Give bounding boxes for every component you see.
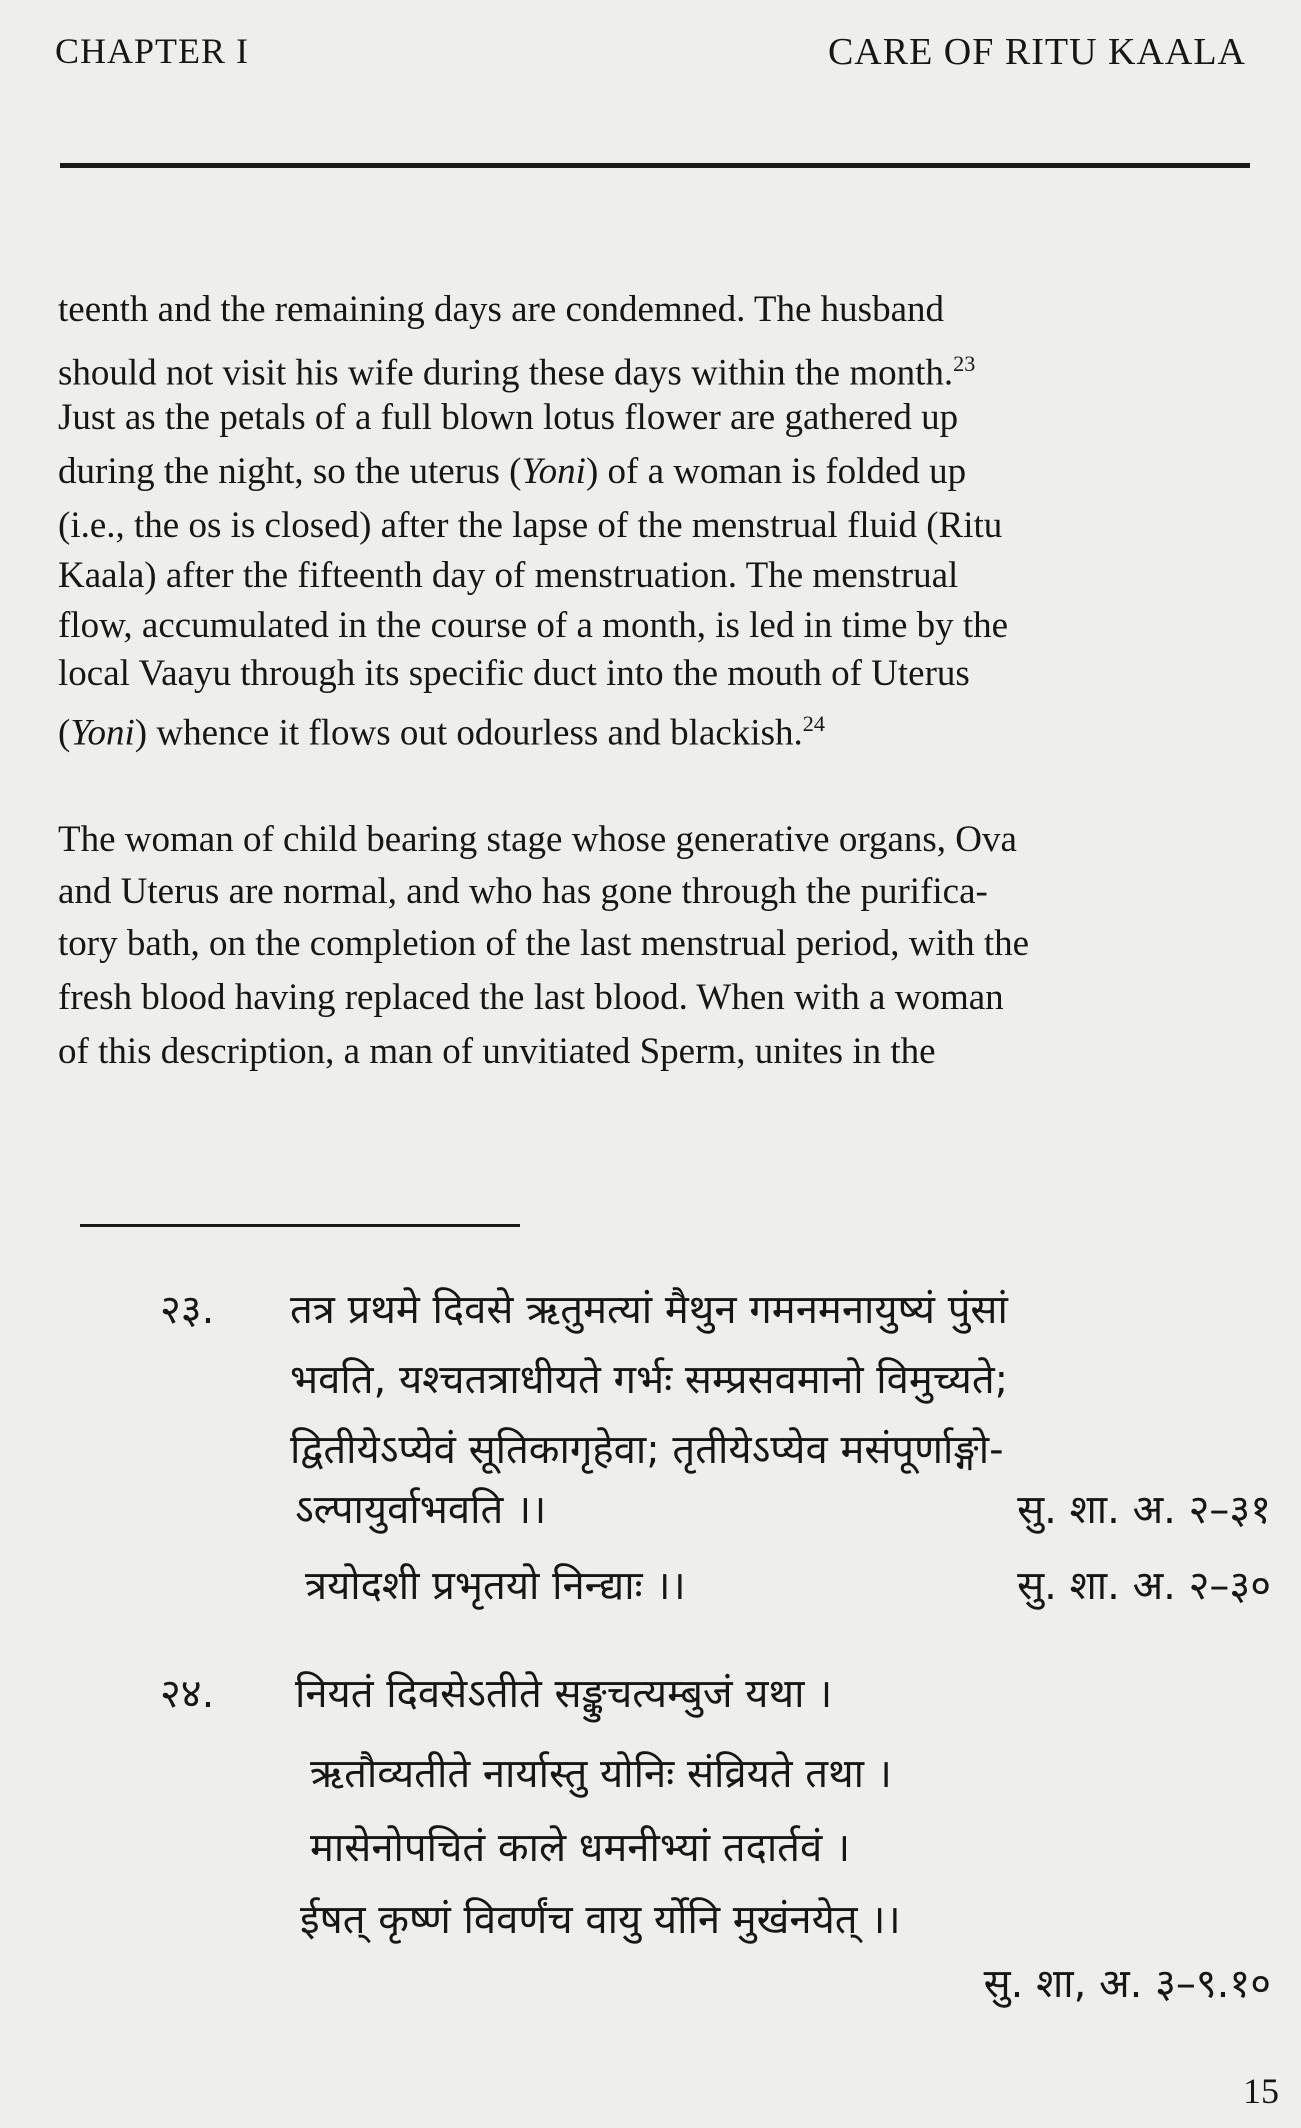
body-line-text: should not visit his wife during these days within the month.	[58, 352, 954, 394]
body-line: tory bath, on the completion of the last menstrual period, with the	[58, 923, 1030, 964]
page-number: 15	[1243, 2071, 1279, 2111]
sanskrit-line: नियतं दिवसेऽतीते सङ्कुचत्यम्बुजं यथा ।	[295, 1671, 833, 1717]
footnote-rule	[80, 1224, 520, 1227]
body-line	[58, 342, 975, 395]
footnote-ref-23: 23	[953, 351, 976, 376]
body-line: fresh blood having replaced the last blood. When with a woman	[58, 977, 1004, 1018]
sanskrit-line: ऽल्पायुर्वाभवति ।।	[295, 1487, 547, 1533]
sanskrit-line: त्रयोदशी प्रभृतयो निन्द्याः ।।	[305, 1563, 686, 1609]
citation: सु. शा. अ. २–३१	[1017, 1487, 1271, 1533]
sanskrit-line: ऋतौव्यतीते नार्यास्तु योनिः संव्रियते तथा ।	[310, 1751, 892, 1797]
citation: सु. शा, अ. ३–९.१०	[983, 1961, 1271, 2007]
sanskrit-line: तत्र प्रथमे दिवसे ऋतुमत्यां मैथुन गमनमनायुष्यं पुंसां	[290, 1287, 1008, 1333]
body-line: local Vaayu through its specific duct into the mouth of Uterus	[58, 653, 970, 694]
body-line: teenth and the remaining days are condemned. The husband	[58, 289, 944, 330]
body-line: of this description, a man of unvitiated Sperm, unites in the	[58, 1031, 936, 1072]
body-line: (i.e., the os is closed) after the lapse of the menstrual fluid (Ritu	[58, 505, 1003, 546]
footnote-number: २४.	[160, 1671, 215, 1717]
running-title: CARE OF RITU KAALA	[827, 31, 1246, 73]
body-line: flow, accumulated in the course of a month, is led in time by the	[58, 605, 1009, 646]
sanskrit-line: मासेनोपचितं काले धमनीभ्यां तदार्तवं ।	[310, 1825, 851, 1871]
body-line: and Uterus are normal, and who has gone through the purifica-	[58, 871, 988, 912]
sanskrit-line: ईषत् कृष्णं विवर्णंच वायु र्योनि मुखंनयेत् ।।	[300, 1897, 901, 1943]
sanskrit-line: भवति, यश्चतत्राधीयते गर्भः सम्प्रसवमानो विमुच्यते;	[290, 1357, 1009, 1403]
body-line: during the night, so the uterus (Yoni) of a woman is folded up	[58, 451, 967, 492]
body-line	[58, 702, 825, 755]
citation: सु. शा. अ. २–३०	[1017, 1563, 1271, 1609]
footnote-number: २३.	[160, 1287, 215, 1333]
header-rule	[60, 163, 1250, 168]
sanskrit-line: द्वितीयेऽप्येवं सूतिकागृहेवा; तृतीयेऽप्येव मसंपूर्णाङ्गो-	[290, 1427, 1004, 1473]
footnote-ref-24: 24	[802, 711, 825, 736]
chapter-heading: CHAPTER I	[55, 31, 250, 71]
body-line-text: (Yoni) whence it flows out odourless and blackish.	[58, 712, 803, 754]
body-line: The woman of child bearing stage whose generative organs, Ova	[58, 819, 1017, 860]
body-line: Just as the petals of a full blown lotus flower are gathered up	[58, 397, 959, 438]
body-line: Kaala) after the fifteenth day of menstruation. The menstrual	[58, 555, 959, 596]
